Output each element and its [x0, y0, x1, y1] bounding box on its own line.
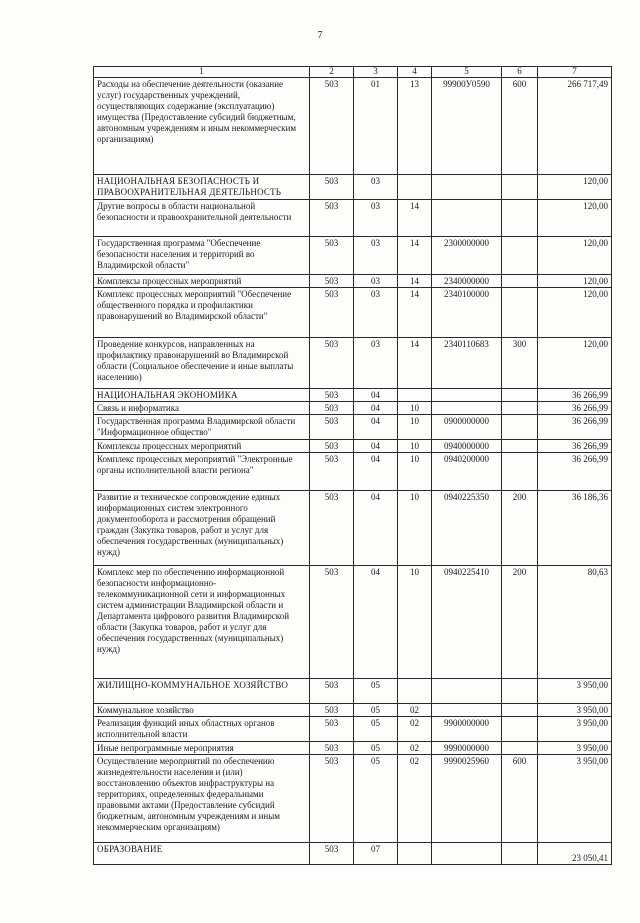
row-code-4: 14	[398, 237, 432, 275]
row-code-3: 03	[354, 237, 398, 275]
row-code-5: 9990000000	[432, 742, 502, 755]
table-row	[94, 200, 612, 237]
row-code-5: 2340100000	[432, 288, 502, 338]
row-name: Реализация функций иных областных органов исполнительной власти	[94, 717, 310, 742]
row-name: Коммунальное хозяйство	[94, 704, 310, 717]
row-code-2: 503	[310, 200, 354, 237]
row-sum: 3 950,00	[538, 717, 612, 742]
row-code-6	[502, 415, 538, 440]
row-sum: 3 950,00	[538, 755, 612, 843]
row-code-6	[502, 402, 538, 415]
row-code-2: 503	[310, 78, 354, 175]
budget-table	[93, 66, 612, 865]
row-code-2: 503	[310, 566, 354, 679]
row-code-2: 503	[310, 755, 354, 843]
row-code-4: 14	[398, 200, 432, 237]
row-code-6	[502, 237, 538, 275]
row-sum: 23 050,41	[538, 843, 612, 865]
row-code-6: 200	[502, 491, 538, 566]
row-name: Проведение конкурсов, направленных на профилактику правонарушений во Владимирской области (Социальное обеспечение и иные выплаты населению)	[94, 338, 310, 389]
row-name: Комплекс мер по обеспечению информационной безопасности информационно-телекоммуникационной сети и информационных систем администрации Владимирской области и Департамента цифрового развития Владимирской области (Закупка товаров, работ и услуг для обеспечения государственных (муниципальных) нужд)	[94, 566, 310, 679]
row-name: НАЦИОНАЛЬНАЯ БЕЗОПАСНОСТЬ И ПРАВООХРАНИТЕЛЬНАЯ ДЕЯТЕЛЬНОСТЬ	[94, 175, 310, 200]
table-row	[94, 755, 612, 843]
row-code-3: 05	[354, 755, 398, 843]
row-code-6	[502, 453, 538, 491]
row-name: ЖИЛИЩНО-КОММУНАЛЬНОЕ ХОЗЯЙСТВО	[94, 679, 310, 704]
table-row	[94, 453, 612, 491]
row-code-2: 503	[310, 440, 354, 453]
header-col-5: 5	[432, 67, 502, 78]
row-code-2: 503	[310, 415, 354, 440]
row-code-2: 503	[310, 742, 354, 755]
row-code-6: 300	[502, 338, 538, 389]
row-name: Государственная программа Владимирской области "Информационное общество"	[94, 415, 310, 440]
row-name: Комплексы процессных мероприятий	[94, 275, 310, 288]
row-sum: 36 266,99	[538, 389, 612, 402]
row-code-3: 04	[354, 415, 398, 440]
row-code-6	[502, 288, 538, 338]
row-name: Связь и информатика	[94, 402, 310, 415]
row-code-6	[502, 717, 538, 742]
row-code-6: 200	[502, 566, 538, 679]
row-code-2: 503	[310, 679, 354, 704]
header-col-3: 3	[354, 67, 398, 78]
row-code-6: 600	[502, 78, 538, 175]
row-code-6	[502, 843, 538, 865]
table-row	[94, 275, 612, 288]
row-code-5: 0900000000	[432, 415, 502, 440]
row-code-3: 04	[354, 453, 398, 491]
row-sum: 80,63	[538, 566, 612, 679]
page-number: 7	[317, 30, 323, 41]
row-name: Расходы на обеспечение деятельности (оказание услуг) государственных учреждений, осуществляющих содержание (эксплуатацию) имущества (Предоставление субсидий бюджетным, автономным учреждениям и иным некоммерческим организациям)	[94, 78, 310, 175]
row-code-6	[502, 742, 538, 755]
row-code-6	[502, 275, 538, 288]
row-code-4: 10	[398, 402, 432, 415]
row-sum: 3 950,00	[538, 704, 612, 717]
row-code-4: 13	[398, 78, 432, 175]
row-code-4	[398, 389, 432, 402]
table-row	[94, 415, 612, 440]
row-code-2: 503	[310, 175, 354, 200]
row-code-4: 10	[398, 453, 432, 491]
row-code-4: 10	[398, 491, 432, 566]
row-code-3: 03	[354, 338, 398, 389]
row-name: Осуществление мероприятий по обеспечению жизнедеятельности населения и (или) восстановлению объектов инфраструктуры на территориях, определенных федеральными правовыми актами (Предоставление субсидий бюджетным, автономным учреждениям и иным некоммерческим организациям)	[94, 755, 310, 843]
row-code-3: 04	[354, 440, 398, 453]
row-code-2: 503	[310, 491, 354, 566]
row-sum: 36 186,36	[538, 491, 612, 566]
row-code-4	[398, 843, 432, 865]
table-row	[94, 288, 612, 338]
row-code-5: 0940200000	[432, 453, 502, 491]
row-name: Развитие и техническое сопровождение единых информационных систем электронного документооборота и рассмотрения обращений граждан (Закупка товаров, работ и услуг для обеспечения государственных (муниципальных) нужд)	[94, 491, 310, 566]
row-sum: 36 266,99	[538, 402, 612, 415]
row-code-5	[432, 704, 502, 717]
row-name: Другие вопросы в области национальной безопасности и правоохранительной деятельности	[94, 200, 310, 237]
row-name: Комплекс процессных мероприятий "Обеспечение общественного порядка и профилактики правонарушений во Владимирской области"	[94, 288, 310, 338]
row-code-3: 05	[354, 704, 398, 717]
row-code-3: 05	[354, 679, 398, 704]
row-code-4	[398, 679, 432, 704]
header-col-1: 1	[94, 67, 310, 78]
row-code-4: 02	[398, 717, 432, 742]
row-code-5	[432, 679, 502, 704]
row-name: Комплекс процессных мероприятий "Электронные органы исполнительной власти региона"	[94, 453, 310, 491]
row-code-2: 503	[310, 389, 354, 402]
table-row	[94, 440, 612, 453]
row-code-4: 02	[398, 755, 432, 843]
row-code-5: 0940225410	[432, 566, 502, 679]
row-sum: 36 266,99	[538, 453, 612, 491]
row-code-3: 03	[354, 175, 398, 200]
row-code-3: 04	[354, 389, 398, 402]
table-row	[94, 704, 612, 717]
row-sum: 120,00	[538, 175, 612, 200]
row-code-5: 2340110683	[432, 338, 502, 389]
row-code-5	[432, 402, 502, 415]
row-name: Иные непрограммные мероприятия	[94, 742, 310, 755]
row-code-2: 503	[310, 704, 354, 717]
row-code-2: 503	[310, 275, 354, 288]
row-code-3: 04	[354, 491, 398, 566]
row-code-6	[502, 704, 538, 717]
row-code-5: 0940225350	[432, 491, 502, 566]
row-code-2: 503	[310, 717, 354, 742]
row-name: ОБРАЗОВАНИЕ	[94, 843, 310, 865]
row-name: Комплексы процессных мероприятий	[94, 440, 310, 453]
row-code-3: 03	[354, 288, 398, 338]
table-row	[94, 338, 612, 389]
row-code-4: 02	[398, 742, 432, 755]
row-sum: 3 950,00	[538, 742, 612, 755]
row-code-3: 05	[354, 717, 398, 742]
table-row	[94, 843, 612, 865]
row-code-5: 0940000000	[432, 440, 502, 453]
row-code-4: 02	[398, 704, 432, 717]
row-code-2: 503	[310, 453, 354, 491]
row-sum: 120,00	[538, 200, 612, 237]
header-col-6: 6	[502, 67, 538, 78]
row-code-2: 503	[310, 338, 354, 389]
table-row	[94, 566, 612, 679]
table-row	[94, 491, 612, 566]
row-code-4: 10	[398, 415, 432, 440]
row-code-5	[432, 843, 502, 865]
row-code-6	[502, 200, 538, 237]
row-code-3: 03	[354, 275, 398, 288]
header-row	[94, 67, 612, 78]
row-name: НАЦИОНАЛЬНАЯ ЭКОНОМИКА	[94, 389, 310, 402]
row-code-3: 05	[354, 742, 398, 755]
row-sum: 266 717,49	[538, 78, 612, 175]
table-row	[94, 389, 612, 402]
table-row	[94, 679, 612, 704]
row-code-5: 2300000000	[432, 237, 502, 275]
row-code-4	[398, 175, 432, 200]
row-code-4: 10	[398, 566, 432, 679]
row-name: Государственная программа "Обеспечение безопасности населения и территорий во Владимирской области"	[94, 237, 310, 275]
header-col-7: 7	[538, 67, 612, 78]
row-code-3: 04	[354, 566, 398, 679]
row-sum: 36 266,99	[538, 440, 612, 453]
row-code-5: 99900У0590	[432, 78, 502, 175]
table-row	[94, 175, 612, 200]
row-code-5	[432, 200, 502, 237]
row-code-6	[502, 440, 538, 453]
table-row	[94, 717, 612, 742]
row-sum: 3 950,00	[538, 679, 612, 704]
table-row	[94, 78, 612, 175]
row-code-2: 503	[310, 402, 354, 415]
row-sum: 120,00	[538, 275, 612, 288]
row-code-3: 01	[354, 78, 398, 175]
row-code-4: 14	[398, 275, 432, 288]
row-code-5	[432, 175, 502, 200]
row-code-6	[502, 679, 538, 704]
row-code-4: 14	[398, 338, 432, 389]
row-code-4: 14	[398, 288, 432, 338]
row-code-5: 9900000000	[432, 717, 502, 742]
row-sum: 36 266,99	[538, 415, 612, 440]
table-row	[94, 237, 612, 275]
row-code-2: 503	[310, 288, 354, 338]
row-code-4: 10	[398, 440, 432, 453]
row-code-2: 503	[310, 237, 354, 275]
header-col-2: 2	[310, 67, 354, 78]
row-code-5	[432, 389, 502, 402]
row-sum: 120,00	[538, 237, 612, 275]
row-code-2: 503	[310, 843, 354, 865]
header-col-4: 4	[398, 67, 432, 78]
row-code-3: 03	[354, 200, 398, 237]
row-code-6	[502, 175, 538, 200]
row-code-3: 07	[354, 843, 398, 865]
row-code-3: 04	[354, 402, 398, 415]
row-code-6	[502, 389, 538, 402]
row-code-6: 600	[502, 755, 538, 843]
row-sum: 120,00	[538, 338, 612, 389]
row-code-5: 9990025960	[432, 755, 502, 843]
row-code-5: 2340000000	[432, 275, 502, 288]
row-sum: 120,00	[538, 288, 612, 338]
table-row	[94, 742, 612, 755]
table-row	[94, 402, 612, 415]
